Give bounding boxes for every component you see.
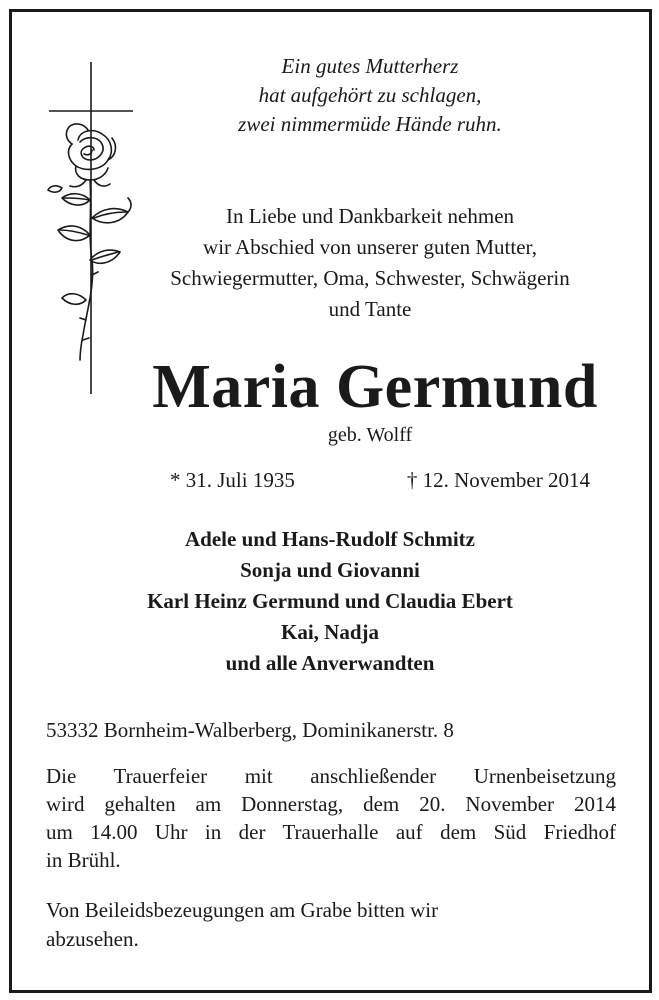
farewell-intro [120,201,620,325]
family-line: Sonja und Giovanni [240,558,420,582]
condolence-line: Von Beileidsbezeugungen am Grabe bitten wir [46,898,439,922]
family-line: Karl Heinz Germund und Claudia Ebert [147,589,513,613]
family-line: Kai, Nadja [280,620,379,644]
intro-line: wir Abschied von unserer guten Mutter, [203,235,537,259]
intro-line: und Tante [328,297,412,321]
condolence-notice [46,896,616,954]
intro-line: Schwiegermutter, Oma, Schwester, Schwägerin [170,266,570,290]
condolence-line: abzusehen. [46,927,139,951]
verse-line: hat aufgehört zu schlagen, [258,83,482,107]
death-date: † 12. November 2014 [406,468,590,492]
memorial-verse [150,52,590,139]
ceremony-notice [46,762,616,874]
family-line: und alle Anverwandten [225,651,435,675]
birth-date: * 31. Juli 1935 [170,468,295,492]
deceased-name: Maria Germund [152,353,598,421]
family-line: Adele und Hans-Rudolf Schmitz [185,527,475,551]
verse-line: Ein gutes Mutterherz [281,54,459,78]
family-address: 53332 Bornheim-Walberberg, Dominikanerstr. 8 [46,718,454,742]
ceremony-line: Die Trauerfeier mit anschließender Urnenbeisetzung [46,764,616,788]
ceremony-line: wird gehalten am Donnerstag, dem 20. November 2014 [46,792,616,816]
maiden-name: geb. Wolff [327,424,413,446]
intro-line: In Liebe und Dankbarkeit nehmen [225,204,515,228]
verse-line: zwei nimmermüde Hände ruhn. [238,112,502,136]
life-dates [170,466,590,494]
ceremony-line: um 14.00 Uhr in der Trauerhalle auf dem Süd Friedhof [46,820,616,844]
mourning-family [30,524,630,679]
ceremony-line: in Brühl. [46,848,121,872]
